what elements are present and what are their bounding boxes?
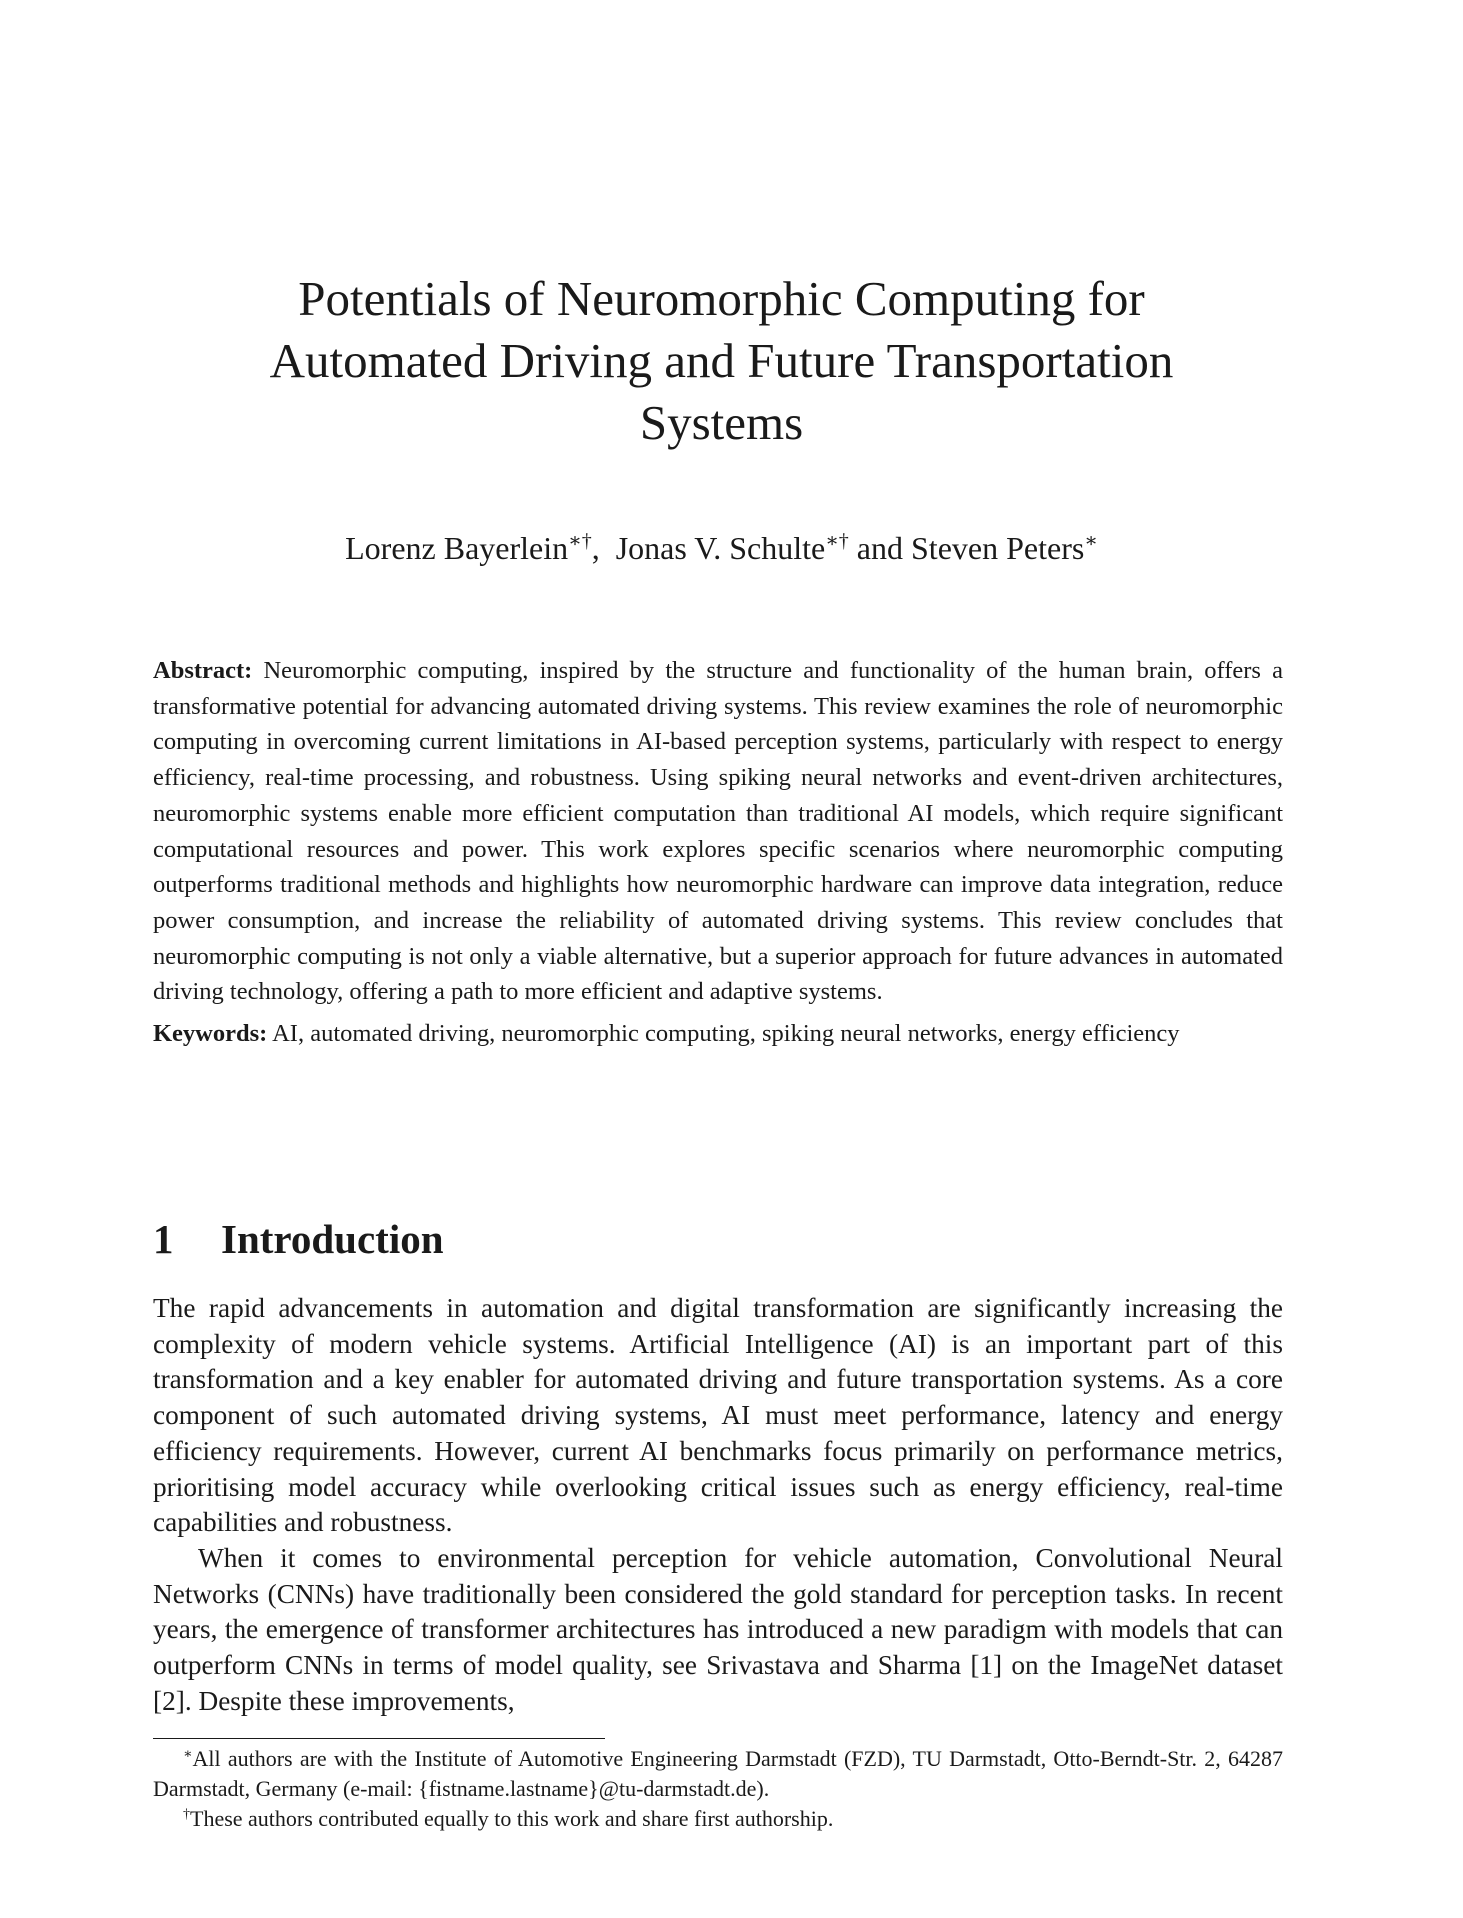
author-separator: , bbox=[591, 530, 616, 566]
footnotes-block bbox=[153, 1744, 1283, 1834]
title-line-3: Systems bbox=[639, 395, 804, 450]
footnote-1-mark: ∗ bbox=[183, 1747, 193, 1762]
section-title: Introduction bbox=[221, 1216, 444, 1262]
abstract-label: Abstract: bbox=[153, 657, 253, 684]
author-affiliation-mark: ∗† bbox=[825, 530, 849, 552]
author-list bbox=[180, 528, 1263, 568]
body-paragraph-2: When it comes to environmental perception for vehicle automation, Convolutional Neural Networks (CNNs) have traditionally been considered the gold standard for perception tasks. In recent years, the emergence of transformer architectures has introduced a new paradigm with models that can outperform CNNs in terms of model quality, see Srivastava and Sharma [1] on the ImageNet dataset [2]. Despite these improvements, bbox=[153, 1542, 1283, 1716]
footnote-2 bbox=[153, 1804, 1283, 1834]
body-paragraph-1: The rapid advancements in automation and digital transformation are significantly increasing the complexity of modern vehicle systems. Artificial Intelligence (AI) is an important part of this transformation and a key enabler for automated driving and future transportation systems. As a core component of such automated driving systems, AI must meet performance, latency and energy efficiency requirements. However, current AI benchmarks focus primarily on performance metrics, prioritising model accuracy while overlooking critical issues such as energy efficiency, real-time capabilities and robustness. bbox=[153, 1293, 1283, 1538]
abstract-block bbox=[153, 653, 1290, 1058]
footnote-1 bbox=[153, 1744, 1283, 1804]
author-name: Steven Peters bbox=[911, 530, 1085, 566]
footnote-2-text: These authors contributed equally to this work and share first authorship. bbox=[190, 1806, 834, 1831]
author-affiliation-mark: ∗ bbox=[1084, 530, 1098, 552]
author-separator: and bbox=[848, 530, 911, 566]
keywords-paragraph bbox=[153, 1016, 1283, 1052]
abstract-paragraph bbox=[153, 653, 1290, 1010]
title-line-2: Automated Driving and Future Transportation bbox=[269, 333, 1174, 388]
footnote-2-mark: † bbox=[183, 1807, 190, 1822]
abstract-text: Neuromorphic computing, inspired by the structure and functionality of the human brain, offers a transformative potential for advancing automated driving systems. This review examines the role of neuromorphic computing in overcoming current limitations in AI-based perception systems, particularly with respect to energy efficiency, real-time processing, and robustness. Using spiking neural networks and event-driven architectures, neuromorphic systems enable more efficient computation than traditional AI models, which require significant computational resources and power. This work explores specific scenarios where neuromorphic computing outperforms traditional methods and highlights how neuromorphic hardware can improve data integration, reduce power consumption, and increase the reliability of automated driving systems. This review concludes that neuromorphic computing is not only a viable alternative, but a superior approach for future advances in automated driving technology, offering a path to more efficient and adaptive systems. bbox=[153, 657, 1290, 1006]
keywords-text: AI, automated driving, neuromorphic computing, spiking neural networks, energy efficiency bbox=[267, 1020, 1180, 1048]
footnote-divider bbox=[153, 1738, 605, 1739]
section-number: 1 bbox=[153, 1216, 174, 1262]
section-heading-introduction bbox=[153, 1214, 444, 1264]
title-line-1: Potentials of Neuromorphic Computing for bbox=[298, 271, 1145, 326]
author-name: Jonas V. Schulte bbox=[615, 530, 826, 566]
keywords-label: Keywords: bbox=[153, 1020, 268, 1048]
paper-title bbox=[180, 268, 1263, 454]
author-affiliation-mark: ∗† bbox=[568, 530, 592, 552]
footnote-1-text: All authors are with the Institute of Automotive Engineering Darmstadt (FZD), TU Darmstadt, Otto-Berndt-Str. 2, 64287 Darmstadt, Germany (e-mail: {fistname.lastname}@tu-darmstadt.de). bbox=[153, 1746, 1283, 1801]
author-name: Lorenz Bayerlein bbox=[345, 530, 569, 566]
introduction-body bbox=[153, 1291, 1283, 1719]
